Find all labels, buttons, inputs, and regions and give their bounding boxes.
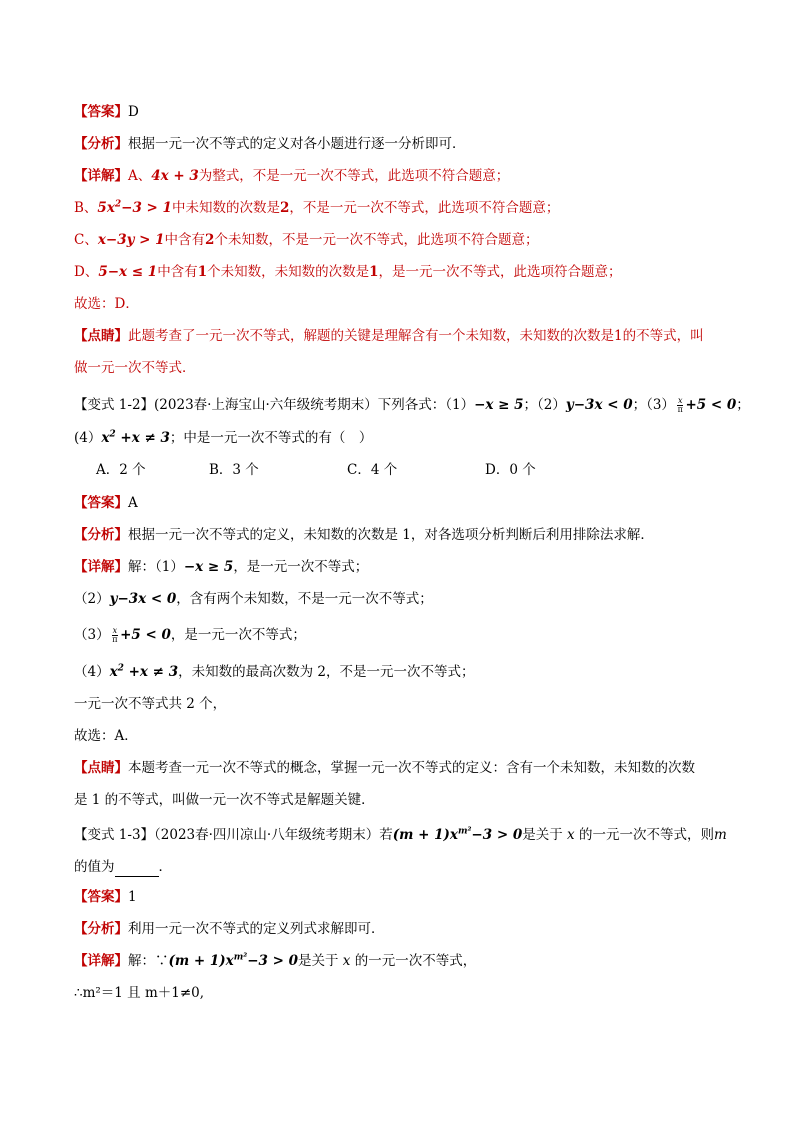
q2-detail-prefix2: （2）	[74, 591, 110, 607]
q2-detail-text2: ，含有两个未知数，不是一元一次不等式；	[176, 591, 433, 607]
q3-detail-intro: 解：∵	[128, 953, 169, 969]
expr-b: −3 > 0	[471, 827, 523, 843]
q2-detail-prefix4: （4）	[74, 664, 110, 680]
q1-detail-c-prefix: C、	[74, 232, 98, 248]
q1-answer-line	[74, 102, 139, 122]
comment-tag: 【点睛】	[74, 328, 128, 344]
frac-num: x	[677, 396, 683, 405]
q2-answer-line	[74, 493, 138, 513]
q3-text2: 的一元一次不等式，则	[574, 827, 714, 843]
frac-num: x	[112, 626, 118, 635]
q2-label: 【变式 1-2】	[74, 397, 155, 413]
q2-detail-text4: ，未知数的最高次数为 2，不是一元一次不等式；	[178, 664, 475, 680]
q1-answer: D	[128, 104, 139, 120]
q3-detail-last: ∴m²＝1 且 m＋1≠0,	[74, 985, 205, 1001]
q1-detail-d-num2: 1	[369, 264, 379, 280]
q2-fraction	[677, 397, 684, 414]
q2-detail-line3	[74, 625, 306, 645]
q1-detail-c-num: 2	[205, 232, 215, 248]
answer-blank[interactable]	[115, 862, 159, 877]
q1-analysis-line	[74, 134, 466, 154]
q2-analysis-line	[74, 525, 654, 545]
q3-detail-var: x	[342, 953, 351, 969]
q1-detail-d-text1: 中含有	[157, 264, 198, 280]
q1-detail-b-num: 2	[279, 200, 290, 216]
q2-source: (2023春·上海宝山·六年级统考期末）下列各式：（1）	[154, 397, 475, 413]
q2-detail-line1	[74, 557, 368, 577]
q2-sep2: ；（3）	[632, 397, 675, 413]
q1-comment-line2	[74, 358, 196, 378]
q2-option-a: A．2 个	[96, 462, 146, 478]
q1-detail-d-prefix: D、	[74, 264, 99, 280]
q3-analysis-line	[74, 919, 385, 939]
expr-a: (m + 1)x	[392, 827, 458, 843]
expr-rest: +x ≠ 3	[123, 664, 179, 680]
q1-detail-b-prefix: B、	[74, 200, 98, 216]
analysis-tag: 【分析】	[74, 136, 128, 152]
q2-detail-expr1: −x ≥ 5	[183, 559, 234, 575]
q3-detail-text1: 是关于	[298, 953, 343, 969]
q1-detail-b-line	[74, 198, 559, 218]
q1-detail-a-prefix: A、	[128, 168, 152, 184]
q3-detail-text2: 的一元一次不等式，	[350, 953, 477, 969]
expr-exp: m²	[457, 826, 472, 837]
q2-detail-intro: 解：（1）	[128, 559, 184, 575]
q3-text1: 是关于	[522, 827, 568, 843]
analysis-tag: 【分析】	[74, 527, 128, 543]
q2-choose: 故选：A．	[74, 728, 138, 744]
q2-total-line	[74, 694, 226, 714]
q1-detail-d-text2: 个未知数，未知数的次数是	[207, 264, 370, 280]
detail-tag: 【详解】	[74, 168, 128, 184]
q2-sep1: ；（2）	[523, 397, 566, 413]
expr-rest: −3 > 1	[121, 200, 172, 216]
q2-line2-prefix: (4）	[74, 430, 102, 446]
q1-detail-a-text: 为整式，不是一元一次不等式，此选项不符合题意；	[198, 168, 510, 184]
q3-detail-line2	[74, 983, 204, 1003]
q2-analysis: 根据一元一次不等式的定义，未知数的次数是 1，对各选项分析判断后利用排除法求解．	[128, 527, 654, 543]
q3-line2-text1: 的值为	[74, 859, 115, 875]
q3-line2-text2: ．	[158, 859, 172, 875]
q2-total: 一元一次不等式共 2 个，	[74, 696, 227, 712]
q2-comment-line2	[74, 790, 375, 810]
q3-var: x	[567, 827, 575, 843]
q1-comment-text1: 此题考查了一元一次不等式，解题的关键是理解含有一个未知数，未知数的次数是1的不等式，叫	[128, 328, 704, 344]
q2-comment-text1: 本题考查一元一次不等式的概念，掌握一元一次不等式的定义：含有一个未知数，未知数的次数	[128, 760, 695, 776]
q1-comment-line1	[74, 326, 704, 346]
q3-expr	[393, 827, 523, 843]
expr-exp: 2	[109, 429, 116, 440]
q2-detail-expr4	[110, 664, 179, 680]
q2-question-line1	[74, 395, 750, 415]
q1-detail-c-line	[74, 230, 538, 250]
q2-detail-line4	[74, 662, 474, 682]
q2-expr1: −x ≥ 5	[474, 397, 524, 413]
q1-detail-c-text1: 中含有	[164, 232, 206, 248]
q1-detail-a-line	[74, 166, 509, 186]
q3-answer-line	[74, 887, 137, 907]
q3-answer: 1	[128, 889, 137, 905]
q1-detail-c-text2: 个未知数，不是一元一次不等式，此选项不符合题意；	[214, 232, 539, 248]
q2-expr3: +5 < 0	[685, 397, 737, 413]
q3-question-line2	[74, 857, 172, 877]
q2-detail-fraction	[112, 627, 119, 644]
q1-detail-d-num1: 1	[197, 264, 208, 280]
q2-answer: A	[128, 495, 138, 511]
q3-question-line1	[74, 825, 727, 845]
answer-tag: 【答案】	[74, 889, 128, 905]
expr-b: −3 > 0	[247, 953, 298, 969]
q2-choose-line	[74, 726, 138, 746]
answer-tag: 【答案】	[74, 104, 128, 120]
q2-detail-text3: ，是一元一次不等式；	[170, 627, 306, 643]
expr-base: x	[109, 664, 118, 680]
q2-expr4	[101, 430, 170, 446]
expr-exp: 2	[117, 663, 124, 674]
q1-detail-c-expr: x−3y > 1	[97, 232, 165, 248]
q2-detail-line2	[74, 589, 433, 609]
answer-tag: 【答案】	[74, 495, 128, 511]
q1-detail-b-text2: ，不是一元一次不等式，此选项不符合题意；	[289, 200, 560, 216]
q3-analysis: 利用一元一次不等式的定义列式求解即可．	[128, 921, 385, 937]
expr-base: 5x	[97, 200, 115, 216]
frac-den: π	[112, 635, 118, 644]
q1-choose-line	[74, 294, 139, 314]
detail-tag: 【详解】	[74, 953, 128, 969]
q1-analysis: 根据一元一次不等式的定义对各小题进行逐一分析即可．	[128, 136, 466, 152]
frac-den: π	[677, 405, 683, 414]
q2-detail-expr2: y−3x < 0	[109, 591, 177, 607]
q2-option-c: C．4 个	[347, 462, 398, 478]
q2-detail-text1: ，是一元一次不等式；	[233, 559, 369, 575]
q2-comment-line1	[74, 758, 695, 778]
q3-detail-expr	[169, 953, 299, 969]
q1-choose: 故选：D．	[74, 296, 139, 312]
expr-base: x	[101, 430, 110, 446]
q2-question-line2	[74, 428, 372, 448]
q1-detail-d-text3: ，是一元一次不等式，此选项符合题意；	[378, 264, 622, 280]
q1-detail-b-expr	[97, 200, 172, 216]
expr-a: (m + 1)x	[168, 953, 234, 969]
q2-option-d: D．0 个	[485, 462, 536, 478]
q2-detail-expr3: +5 < 0	[120, 627, 171, 643]
expr-exp: m²	[233, 952, 248, 963]
q1-detail-b-text1: 中未知数的次数是	[171, 200, 280, 216]
expr-rest: +x ≠ 3	[115, 430, 170, 446]
q3-var-m: m	[713, 827, 727, 843]
analysis-tag: 【分析】	[74, 921, 128, 937]
q2-line2-text: ；中是一元一次不等式的有（ ）	[169, 430, 373, 446]
q2-comment-text2: 是 1 的不等式，叫做一元一次不等式是解题关键．	[74, 792, 375, 808]
q1-comment-text2: 做一元一次不等式．	[74, 360, 196, 376]
q1-detail-d-expr: 5−x ≤ 1	[98, 264, 158, 280]
expr-exp: 2	[114, 199, 122, 210]
comment-tag: 【点睛】	[74, 760, 128, 776]
q1-detail-d-line	[74, 262, 622, 282]
q2-detail-prefix3: （3）	[74, 627, 110, 643]
q2-expr2: y−3x < 0	[565, 397, 633, 413]
q2-sep3: ；	[736, 397, 750, 413]
q3-detail-line1	[74, 951, 476, 971]
q2-option-b: B．3 个	[209, 462, 259, 478]
q3-label: 【变式 1-3】	[74, 827, 155, 843]
detail-tag: 【详解】	[74, 559, 128, 575]
q3-source: （2023春·四川凉山·八年级统考期末）若	[154, 827, 393, 843]
q1-detail-a-expr: 4x + 3	[151, 168, 199, 184]
